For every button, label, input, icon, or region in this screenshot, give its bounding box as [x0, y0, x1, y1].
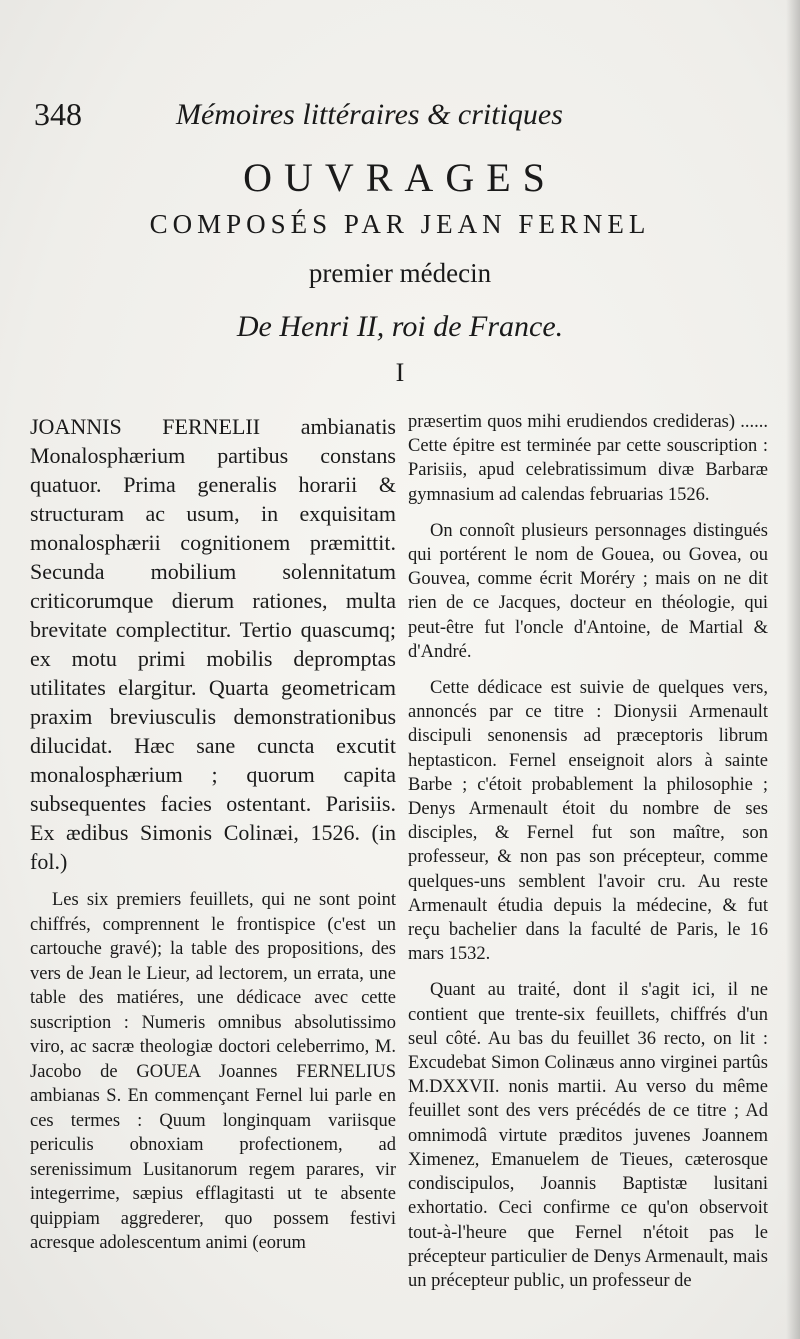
title-de-henri: De Henri II, roi de France. [236, 310, 564, 343]
page-number: 348 [34, 96, 82, 132]
bibliographic-entry: JOANNIS FERNELII ambianatis Monalosphærium partibus constans quatuor. Prima generalis horarii & structuram ac usum, in exquisitam monalosphærii cognitionem præmittit. Secunda mobilium solennitatum criticorumque dierum rationes, multa brevitate complectitur. Tertio quascumq; ex motu primi mobilis depromptas utilitates elargitur. Quarta geometricam praxim breviusculis demonstrationibus dilucidat. Hæc sane cuncta excutit monalosphærium ; quorum capita subsequentes facies ostentant. Parisiis. Ex ædibus Simonis Colinæi, 1526. (in fol.) [30, 414, 396, 874]
title-premier-medecin: premier médecin [308, 258, 492, 288]
right-paragraph-1: præsertim quos mihi erudiendos credideras) ...... Cette épitre est terminée par cette souscription : Parisiis, apud celebratissimum divæ Barbaræ gymnasium ad calendas februarias 1526. [408, 412, 768, 505]
left-column [30, 412, 396, 1268]
right-column [408, 410, 768, 1305]
page-header [34, 96, 770, 140]
right-paragraph-3: Cette dédicace est suivie de quelques vers, annoncés par ce titre : Dionysii Armenault discipuli senonensis ad præceptoris librum heptasticon. Fernel enseignoit alors à sainte Barbe ; c'étoit probablement la philosophie ; Denys Armenault étoit du nombre de ses disciples, & Fernel fut son maître, son professeur, & non pas son précepteur, comme quelques-uns semblent l'avoir cru. Au reste Armenault étudia depuis la médecine, & fut reçu bachelier dans la faculté de Paris, le 16 mars 1532. [408, 678, 768, 965]
running-head: Mémoires littéraires & critiques [176, 98, 563, 131]
title-composes: COMPOSÉS PAR JEAN FERNEL [149, 209, 651, 239]
title-ouvrages: OUVRAGES [243, 155, 557, 200]
right-paragraph-4: Quant au traité, dont il s'agit ici, il ne contient que trente-six feuillets, chiffrés d'un seul côté. Au bas du feuillet 36 recto, on lit : Excudebat Simon Colinæus anno virginei partûs M.DXXVII. nonis martii. Au verso du même feuillet sont des vers précédés de ce titre ; Ad omnimodâ virtute præditos juvenes Joannem Ximenez, Emanuelem de Tieues, cæterosque condiscipulos, Joannis Baptistæ lusitani exhortatio. Ceci confirme ce qu'on observoit tout-à-l'heure que Fernel n'étoit pas le précepteur particulier de Denys Armenault, mais un précepteur public, un professeur de [408, 980, 768, 1291]
left-paragraph: Les six premiers feuillets, qui ne sont point chiffrés, comprennent le frontispice (c'est un cartouche gravé); la table des propositions, des vers de Jean le Lieur, ad lectorem, un errata, une table des matiéres, une dédicace avec cette suscription : Numeris omnibus absolutissimo viro, ac sacræ theologiæ doctori celeberrimo, M. Jacobo de GOUEA Joannes FERNELIUS ambianas S. En commençant Fernel lui parle en ces termes : Quum longinquam variisque periculis obnoxiam profectionem, ad serenissimum Lusitanorum regem parares, vir integerrime, sæpius efflagitasti ut te absente quippiam aggrederer, quo possem festivi acresque adolescentum animi (eorum [30, 890, 396, 1253]
section-number: I [395, 358, 405, 387]
right-paragraph-2: On connoît plusieurs personnages distingués qui portérent le nom de Gouea, ou Govea, ou Gouvea, comme écrit Moréry ; mais on ne dit rien de ce Jacques, docteur en théologie, qui peut-être fut l'oncle d'Antoine, de Martial & d'André. [408, 520, 768, 662]
